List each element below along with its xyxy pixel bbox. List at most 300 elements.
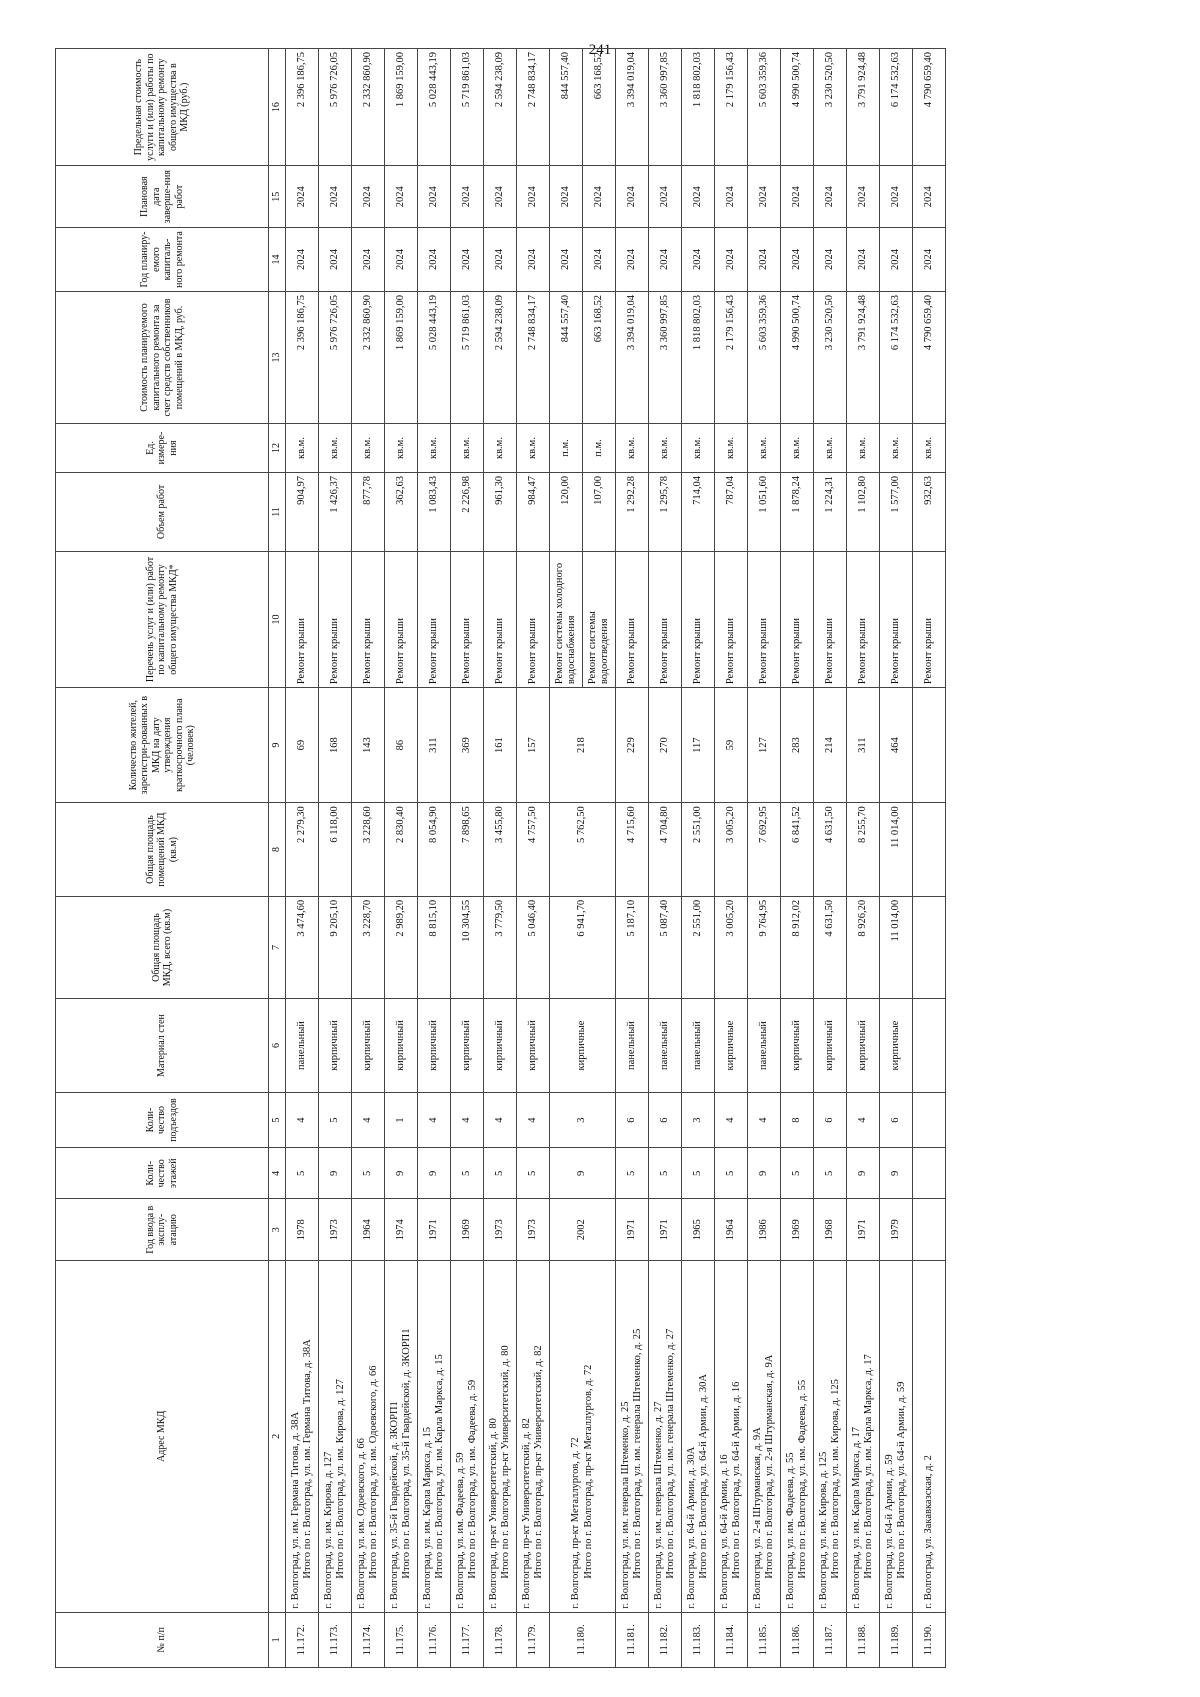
premises-area: 2 830,40 [385,803,418,897]
work-volume: 1 051,60 [748,473,781,552]
commission-year: 1969 [451,1199,484,1261]
floors: 9 [319,1148,352,1199]
end-date: 2024 [814,166,847,228]
repair-cost: 4 990 500,74 [781,291,814,423]
end-date: 2024 [418,166,451,228]
limit-cost: 1 869 159,00 [385,49,418,166]
plan-year: 2024 [682,228,715,292]
table-body [286,49,946,1668]
floors: 5 [814,1148,847,1199]
work-type: Ремонт крыши [517,551,550,687]
premises-area [913,803,946,897]
total-area [913,896,946,998]
address: г. Волгоград, ул. им. генерала Штеменко, д. 25 [619,1401,631,1609]
total-area: 5 046,40 [517,896,550,998]
residents [913,688,946,803]
commission-year: 2002 [550,1199,616,1261]
col-number: 2 [269,1261,286,1612]
unit: кв.м. [418,424,451,473]
wall-material: кирпичный [781,999,814,1093]
table-row [814,49,847,1668]
address: г. Волгоград, ул. 64-й Армии, д. 59 [883,1454,895,1609]
end-date: 2024 [715,166,748,228]
address-cell [385,1261,418,1612]
end-date: 2024 [748,166,781,228]
total-area: 9 764,95 [748,896,781,998]
work-volume: 1 577,00 [880,473,913,552]
end-date: 2024 [352,166,385,228]
limit-cost: 4 990 500,74 [781,49,814,166]
end-date: 2024 [286,166,319,228]
address-cell [352,1261,385,1612]
premises-area: 11 014,00 [880,803,913,897]
floors: 5 [715,1148,748,1199]
plan-year: 2024 [583,228,616,292]
address-cell [550,1261,616,1612]
total-area: 8 815,10 [418,896,451,998]
limit-cost: 4 790 659,40 [913,49,946,166]
work-type: Ремонт крыши [781,551,814,687]
capital-repair-table [55,48,946,1668]
end-date: 2024 [451,166,484,228]
table-row [847,49,880,1668]
commission-year [913,1199,946,1261]
repair-cost: 2 396 186,75 [286,291,319,423]
wall-material: кирпичный [484,999,517,1093]
end-date: 2024 [484,166,517,228]
header-row [56,49,269,1668]
repair-cost: 3 791 924,48 [847,291,880,423]
limit-cost: 6 174 532,63 [880,49,913,166]
commission-year: 1964 [715,1199,748,1261]
work-volume: 2 226,98 [451,473,484,552]
col-header: Ед. измере-ния [56,424,269,473]
row-number: 11.181. [616,1612,649,1667]
row-number: 11.174. [352,1612,385,1667]
col-number: 8 [269,803,286,897]
repair-cost: 3 230 520,50 [814,291,847,423]
table-row [418,49,451,1668]
wall-material: кирпичный [814,999,847,1093]
floors: 5 [616,1148,649,1199]
plan-year: 2024 [550,228,583,292]
residents: 161 [484,688,517,803]
residents: 311 [418,688,451,803]
unit: кв.м. [913,424,946,473]
row-number: 11.180. [550,1612,616,1667]
work-type: Ремонт крыши [319,551,352,687]
premises-area: 4 715,60 [616,803,649,897]
plan-year: 2024 [484,228,517,292]
col-header: Материал стен [56,999,269,1093]
address-cell [781,1261,814,1612]
address-cell [484,1261,517,1612]
work-type: Ремонт крыши [847,551,880,687]
repair-cost: 5 719 861,03 [451,291,484,423]
work-volume: 984,47 [517,473,550,552]
plan-year: 2024 [847,228,880,292]
address-cell [319,1261,352,1612]
work-type: Ремонт крыши [913,551,946,687]
address-cell [847,1261,880,1612]
end-date: 2024 [583,166,616,228]
floors: 9 [550,1148,616,1199]
col-number: 11 [269,473,286,552]
unit: п.м. [550,424,583,473]
col-number: 7 [269,896,286,998]
repair-cost: 2 179 156,43 [715,291,748,423]
work-type: Ремонт крыши [649,551,682,687]
work-type: Ремонт крыши [418,551,451,687]
total-area: 3 779,50 [484,896,517,998]
col-number: 13 [269,291,286,423]
total-label: Итого по г. Волгоград, ул. им. генерала Штеменко, д. 25 [632,1328,643,1579]
work-type: Ремонт системы холодного водоснабжения [550,551,583,687]
total-label: Итого по г. Волгоград, ул. 2-я Штурманская, д. 9А [764,1354,775,1579]
entrances: 8 [781,1092,814,1147]
rotated-table-container [55,48,1095,1668]
commission-year: 1971 [847,1199,880,1261]
address: г. Волгоград, ул. 2-я Штурманская, д. 9А [751,1427,763,1609]
table-row [781,49,814,1668]
floors: 9 [847,1148,880,1199]
unit: кв.м. [616,424,649,473]
row-number: 11.179. [517,1612,550,1667]
col-number: 10 [269,551,286,687]
wall-material: кирпичные [880,999,913,1093]
end-date: 2024 [847,166,880,228]
plan-year: 2024 [715,228,748,292]
limit-cost: 5 719 861,03 [451,49,484,166]
plan-year: 2024 [814,228,847,292]
wall-material: кирпичный [517,999,550,1093]
col-number: 3 [269,1199,286,1261]
total-label: Итого по г. Волгоград, ул. 35-й Гвардейской, д. 3КОРП1 [401,1328,412,1579]
limit-cost: 2 332 860,90 [352,49,385,166]
plan-year: 2024 [352,228,385,292]
limit-cost: 2 396 186,75 [286,49,319,166]
plan-year: 2024 [517,228,550,292]
total-label: Итого по г. Волгоград, ул. им. Германа Титова, д. 38А [302,1339,313,1579]
total-area: 3 228,70 [352,896,385,998]
plan-year: 2024 [649,228,682,292]
unit: п.м. [583,424,616,473]
address: г. Волгоград, пр-кт Университетский, д. 80 [487,1418,499,1609]
repair-cost: 3 394 019,04 [616,291,649,423]
limit-cost: 5 028 443,19 [418,49,451,166]
floors: 5 [286,1148,319,1199]
plan-year: 2024 [880,228,913,292]
residents: 283 [781,688,814,803]
total-label: Итого по г. Волгоград, ул. им. Кирова, д. 125 [830,1379,841,1579]
plan-year: 2024 [286,228,319,292]
entrances: 6 [616,1092,649,1147]
table-row [352,49,385,1668]
entrances: 6 [880,1092,913,1147]
work-volume: 877,78 [352,473,385,552]
work-volume: 107,00 [583,473,616,552]
wall-material: кирпичный [847,999,880,1093]
limit-cost: 844 557,40 [550,49,583,166]
address: г. Волгоград, ул. им. Кирова, д. 127 [322,1451,334,1609]
premises-area: 4 631,50 [814,803,847,897]
unit: кв.м. [451,424,484,473]
residents: 157 [517,688,550,803]
premises-area: 3 455,80 [484,803,517,897]
total-area: 8 926,20 [847,896,880,998]
floors [913,1148,946,1199]
work-type: Ремонт крыши [352,551,385,687]
total-label: Итого по г. Волгоград, ул. им. Карла Маркса, д. 15 [434,1354,445,1579]
total-area: 11 014,00 [880,896,913,998]
total-label: Итого по г. Волгоград, ул. им. Фадеева, д. 55 [797,1379,808,1579]
commission-year: 1969 [781,1199,814,1261]
entrances: 1 [385,1092,418,1147]
col-header: Плановая дата заверше-ния работ [56,166,269,228]
work-volume: 362,63 [385,473,418,552]
table-row [385,49,418,1668]
wall-material: кирпичный [451,999,484,1093]
unit: кв.м. [517,424,550,473]
address-cell [649,1261,682,1612]
work-volume: 120,00 [550,473,583,552]
work-volume: 1 224,31 [814,473,847,552]
end-date: 2024 [913,166,946,228]
repair-cost: 5 028 443,19 [418,291,451,423]
total-area: 8 912,02 [781,896,814,998]
table-row [649,49,682,1668]
table-row [484,49,517,1668]
row-number: 11.172. [286,1612,319,1667]
work-type: Ремонт системы водоотведения [583,551,616,687]
unit: кв.м. [847,424,880,473]
work-volume: 932,63 [913,473,946,552]
total-label: Итого по г. Волгоград, пр-кт Университетский, д. 80 [500,1345,511,1579]
unit: кв.м. [649,424,682,473]
work-volume: 714,04 [682,473,715,552]
row-number: 11.185. [748,1612,781,1667]
address: г. Волгоград, ул. 35-й Гвардейской, д. 3КОРП1 [388,1401,400,1609]
work-type: Ремонт крыши [616,551,649,687]
unit: кв.м. [286,424,319,473]
total-area: 2 989,20 [385,896,418,998]
work-volume: 787,04 [715,473,748,552]
row-number: 11.188. [847,1612,880,1667]
work-type: Ремонт крыши [682,551,715,687]
col-header: Количество жителей, зарегистри-рованных в МКД на дату утверждения краткосрочного плана (человек) [56,688,269,803]
floors: 9 [385,1148,418,1199]
limit-cost: 3 360 997,85 [649,49,682,166]
col-number: 5 [269,1092,286,1147]
residents: 168 [319,688,352,803]
col-number: 12 [269,424,286,473]
total-label: Итого по г. Волгоград, ул. им. Фадеева, д. 59 [467,1379,478,1579]
row-number: 11.182. [649,1612,682,1667]
table-row [682,49,715,1668]
premises-area: 6 841,52 [781,803,814,897]
row-number: 11.184. [715,1612,748,1667]
total-label: Итого по г. Волгоград, ул. им. Карла Маркса, д. 17 [863,1354,874,1579]
repair-cost: 2 748 834,17 [517,291,550,423]
premises-area: 8 255,70 [847,803,880,897]
residents: 86 [385,688,418,803]
repair-cost: 2 594 238,09 [484,291,517,423]
total-area: 9 205,10 [319,896,352,998]
entrances: 4 [715,1092,748,1147]
end-date: 2024 [649,166,682,228]
floors: 5 [352,1148,385,1199]
total-area: 10 304,55 [451,896,484,998]
entrances: 4 [517,1092,550,1147]
table-row [517,49,550,1668]
table-row [880,49,913,1668]
wall-material: кирпичные [715,999,748,1093]
entrances: 4 [451,1092,484,1147]
entrances: 6 [814,1092,847,1147]
entrances: 4 [352,1092,385,1147]
total-label: Итого по г. Волгоград, ул. 64-й Армии, д. 16 [731,1381,742,1579]
col-header: Общая площадь помещений МКД (кв.м) [56,803,269,897]
address-cell [715,1261,748,1612]
unit: кв.м. [715,424,748,473]
floors: 5 [682,1148,715,1199]
address: г. Волгоград, ул. 64-й Армии, д. 30А [685,1446,697,1609]
commission-year: 1971 [418,1199,451,1261]
row-number: 11.183. [682,1612,715,1667]
entrances: 3 [682,1092,715,1147]
wall-material: панельный [682,999,715,1093]
repair-cost: 844 557,40 [550,291,583,423]
table-row [286,49,319,1668]
address: г. Волгоград, ул. Закавказская, д. 2 [922,1455,934,1609]
row-number: 11.187. [814,1612,847,1667]
premises-area: 2 551,00 [682,803,715,897]
commission-year: 1964 [352,1199,385,1261]
work-volume: 1 295,78 [649,473,682,552]
row-number: 11.176. [418,1612,451,1667]
address: г. Волгоград, пр-кт Университетский, д. 82 [520,1418,532,1609]
work-type: Ремонт крыши [880,551,913,687]
col-number: 15 [269,166,286,228]
work-volume: 1 102,80 [847,473,880,552]
wall-material: панельный [649,999,682,1093]
col-number: 14 [269,228,286,292]
repair-cost: 6 174 532,63 [880,291,913,423]
residents: 311 [847,688,880,803]
work-type: Ремонт крыши [451,551,484,687]
entrances: 3 [550,1092,616,1147]
repair-cost: 5 976 726,05 [319,291,352,423]
limit-cost: 2 594 238,09 [484,49,517,166]
table-row [616,49,649,1668]
unit: кв.м. [352,424,385,473]
floors: 5 [517,1148,550,1199]
col-header: Общая площадь МКД, всего (кв.м) [56,896,269,998]
entrances: 4 [847,1092,880,1147]
plan-year: 2024 [418,228,451,292]
residents: 464 [880,688,913,803]
work-volume: 1 083,43 [418,473,451,552]
premises-area: 7 898,65 [451,803,484,897]
limit-cost: 2 748 834,17 [517,49,550,166]
residents: 69 [286,688,319,803]
commission-year: 1973 [319,1199,352,1261]
repair-cost: 2 332 860,90 [352,291,385,423]
commission-year: 1974 [385,1199,418,1261]
work-volume: 1 426,37 [319,473,352,552]
entrances: 6 [649,1092,682,1147]
limit-cost: 1 818 802,03 [682,49,715,166]
row-number: 11.175. [385,1612,418,1667]
work-volume: 1 292,28 [616,473,649,552]
floors: 5 [781,1148,814,1199]
row-number: 11.189. [880,1612,913,1667]
commission-year: 1971 [616,1199,649,1261]
limit-cost: 5 976 726,05 [319,49,352,166]
wall-material: кирпичный [385,999,418,1093]
total-label: Итого по г. Волгоград, пр-кт Университетский, д. 82 [533,1345,544,1579]
limit-cost: 3 791 924,48 [847,49,880,166]
table-row [715,49,748,1668]
total-label: Итого по г. Волгоград, ул. 64-й Армии, д. 59 [896,1381,907,1579]
end-date: 2024 [550,166,583,228]
unit: кв.м. [814,424,847,473]
premises-area: 3 228,60 [352,803,385,897]
limit-cost: 3 230 520,50 [814,49,847,166]
limit-cost: 5 603 359,36 [748,49,781,166]
address: г. Волгоград, ул. им. Фадеева, д. 55 [784,1452,796,1609]
table-row [319,49,352,1668]
work-type: Ремонт крыши [814,551,847,687]
col-header: Объем работ [56,473,269,552]
premises-area: 4 757,50 [517,803,550,897]
address-cell [616,1261,649,1612]
plan-year: 2024 [385,228,418,292]
col-header: Перечень услуг и (или) работ по капитальному ремонту общего имущества МКД* [56,551,269,687]
premises-area: 4 704,80 [649,803,682,897]
address: г. Волгоград, ул. им. Карла Маркса, д. 15 [421,1426,433,1609]
total-area: 6 941,70 [550,896,616,998]
residents: 143 [352,688,385,803]
commission-year: 1986 [748,1199,781,1261]
entrances: 4 [748,1092,781,1147]
limit-cost: 2 179 156,43 [715,49,748,166]
wall-material: панельный [616,999,649,1093]
col-header: Год ввода в эксплу-атацию [56,1199,269,1261]
end-date: 2024 [616,166,649,228]
floors: 5 [484,1148,517,1199]
premises-area: 7 692,95 [748,803,781,897]
entrances: 4 [286,1092,319,1147]
work-volume: 904,97 [286,473,319,552]
total-area: 3 005,20 [715,896,748,998]
repair-cost: 663 168,52 [583,291,616,423]
commission-year: 1973 [517,1199,550,1261]
end-date: 2024 [682,166,715,228]
total-area: 5 087,40 [649,896,682,998]
unit: кв.м. [484,424,517,473]
address-cell [451,1261,484,1612]
limit-cost: 3 394 019,04 [616,49,649,166]
plan-year: 2024 [319,228,352,292]
col-header: Год планиру-емого капиталь-ного ремонта [56,228,269,292]
repair-cost: 3 360 997,85 [649,291,682,423]
work-type: Ремонт крыши [286,551,319,687]
commission-year: 1971 [649,1199,682,1261]
floors: 9 [880,1148,913,1199]
unit: кв.м. [385,424,418,473]
address: г. Волгоград, ул. им. Карла Маркса, д. 17 [850,1426,862,1609]
